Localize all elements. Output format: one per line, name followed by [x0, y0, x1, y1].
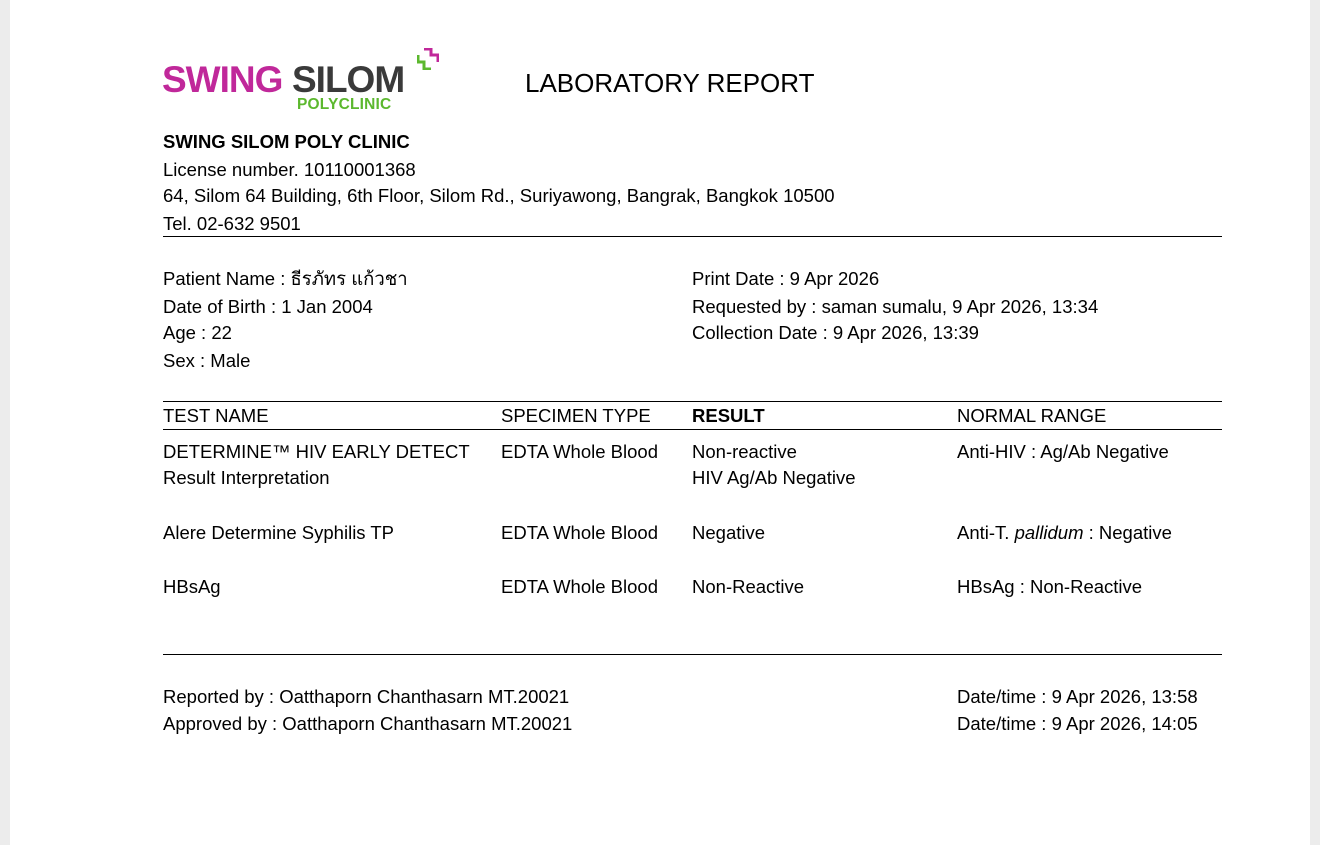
- clinic-address: 64, Silom 64 Building, 6th Floor, Silom Rd., Suriyawong, Bangrak, Bangkok 10500: [163, 185, 835, 206]
- range-organism: pallidum: [1014, 522, 1084, 543]
- collection-date: Collection Date : 9 Apr 2026, 13:39: [692, 322, 979, 343]
- requested-by: Requested by : saman sumalu, 9 Apr 2026, 13:34: [692, 296, 1099, 317]
- table-header-divider: [163, 429, 1222, 430]
- col-header-test-name: TEST NAME: [163, 405, 269, 426]
- table-bottom-divider: [163, 654, 1222, 655]
- row-normal-range: HBsAg : Non-Reactive: [957, 576, 1143, 597]
- row-test-name: Alere Determine Syphilis TP: [163, 522, 394, 543]
- row-result: Non-reactive: [692, 441, 797, 462]
- approved-by: Approved by : Oatthaporn Chanthasarn MT.20021: [163, 713, 573, 734]
- row-specimen: EDTA Whole Blood: [501, 522, 658, 543]
- row-result: Non-Reactive: [692, 576, 805, 597]
- report-title: LABORATORY REPORT: [525, 68, 815, 98]
- report-page: [10, 0, 1310, 845]
- patient-dob: Date of Birth : 1 Jan 2004: [163, 296, 373, 317]
- approved-datetime: Date/time : 9 Apr 2026, 14:05: [957, 713, 1198, 734]
- row-normal-range: Anti-HIV : Ag/Ab Negative: [957, 441, 1169, 462]
- clinic-name: SWING SILOM POLY CLINIC: [163, 131, 410, 152]
- patient-age: Age : 22: [163, 322, 232, 343]
- row-result-line2: HIV Ag/Ab Negative: [692, 467, 856, 488]
- table-top-divider: [163, 401, 1222, 402]
- col-header-result: RESULT: [692, 405, 765, 426]
- row-test-name-line2: Result Interpretation: [163, 467, 330, 488]
- row-result: Negative: [692, 522, 766, 543]
- logo-silom-text: SILOM: [292, 59, 405, 100]
- row-test-name: DETERMINE™ HIV EARLY DETECT: [163, 441, 470, 462]
- clinic-tel: Tel. 02-632 9501: [163, 213, 301, 234]
- reported-by: Reported by : Oatthaporn Chanthasarn MT.20021: [163, 686, 570, 707]
- reported-datetime: Date/time : 9 Apr 2026, 13:58: [957, 686, 1198, 707]
- range-suffix: : Negative: [1083, 522, 1172, 543]
- row-specimen: EDTA Whole Blood: [501, 576, 658, 597]
- print-date: Print Date : 9 Apr 2026: [692, 268, 880, 289]
- logo-swing-text: SWING: [162, 59, 283, 100]
- col-header-specimen-type: SPECIMEN TYPE: [501, 405, 651, 426]
- row-specimen: EDTA Whole Blood: [501, 441, 658, 462]
- range-prefix: Anti-T.: [957, 522, 1015, 543]
- patient-sex: Sex : Male: [163, 350, 251, 371]
- logo-polyclinic-text: POLYCLINIC: [297, 96, 392, 113]
- clinic-logo: [162, 48, 442, 118]
- clinic-license: License number. 10110001368: [163, 159, 416, 180]
- row-test-name: HBsAg: [163, 576, 221, 597]
- medical-cross-icon: [417, 48, 439, 70]
- patient-name: Patient Name : ธีรภัทร แก้วชา: [163, 268, 408, 289]
- col-header-normal-range: NORMAL RANGE: [957, 405, 1107, 426]
- row-normal-range: [957, 522, 1172, 544]
- header-divider: [163, 236, 1222, 237]
